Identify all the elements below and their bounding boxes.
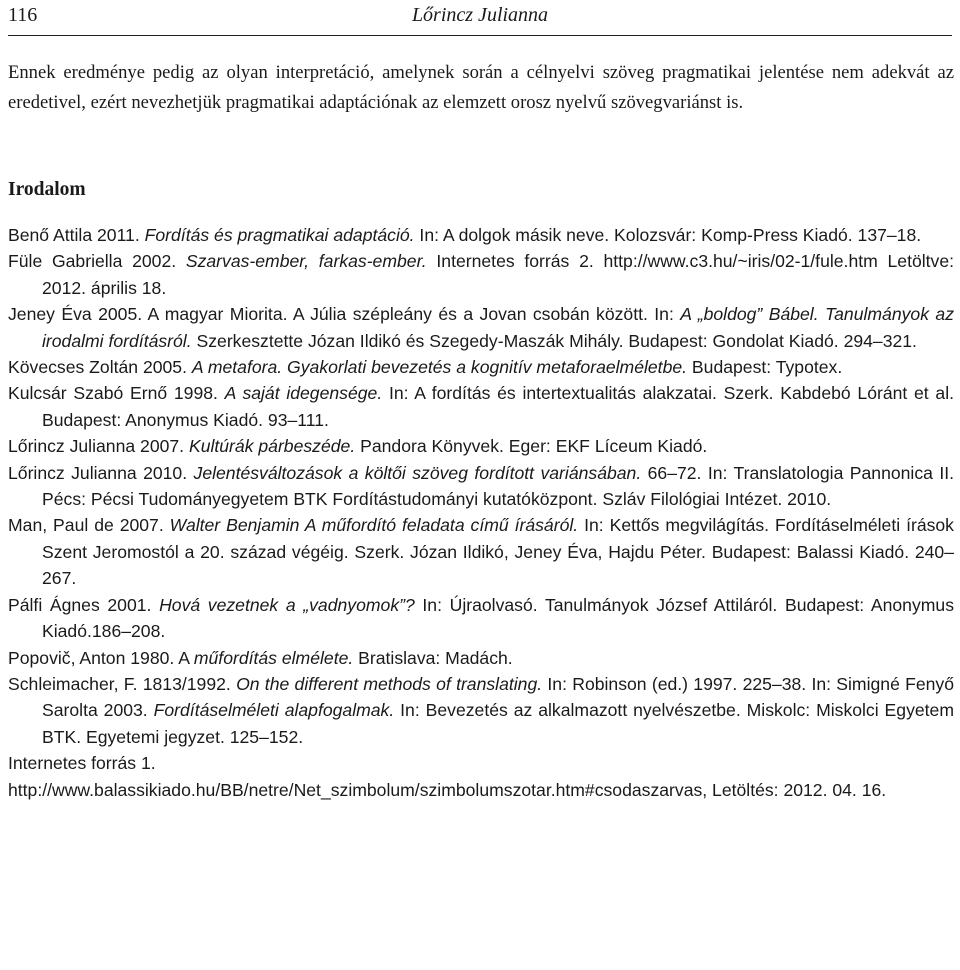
reference-text: Jeney Éva 2005. A magyar Miorita. A Júlia szépleány és a Jovan csobán között. In: [8,304,681,325]
reference-text: Man, Paul de 2007. [8,515,170,536]
reference-title: Szarvas-ember, farkas-ember. [185,251,427,272]
reference-text: Lőrincz Julianna 2007. [8,436,189,457]
reference-entry [8,354,954,380]
reference-entry [8,248,954,301]
section-title: Irodalom [8,179,86,200]
reference-entry [8,512,954,591]
reference-entry [8,460,954,513]
reference-text: In: A dolgok másik neve. Kolozsvár: Komp-Press Kiadó. 137–18. [414,225,922,245]
internet-source-url: http://www.balassikiado.hu/BB/netre/Net_szimbolum/szimbolumszotar.htm#csodaszarvas, Letöltés: 2012. 04. 16. [8,779,887,800]
reference-entry [8,380,954,433]
page-header [0,0,960,38]
page-content [8,58,954,803]
reference-title: A metafora. Gyakorlati bevezetés a kognitív metaforaelméletbe. [191,357,688,378]
reference-entry [8,433,954,459]
internet-source-label: Internetes forrás 1. [8,753,156,774]
body-paragraph: Ennek eredménye pedig az olyan interpretáció, amelynek során a célnyelvi szöveg pragmatikai jelentése nem adekvát az eredetivel, ezért nevezhetjük pragmatikai adaptációnak az elemzett orosz nyelvű szövegvariánst is. [8,62,954,113]
reference-text: In: A fordítás és intertextualitás alakzatai. Szerk. Kabdebó Lóránt et al. Budapest: Anonymus Kiadó. 93–111. [42,383,954,430]
reference-title: műfordítás elmélete. [193,647,354,668]
reference-entry [8,301,954,354]
reference-title: A saját idegensége. [224,383,383,404]
reference-text: Szerkesztette Józan Ildikó és Szegedy-Maszák Mihály. Budapest: Gondolat Kiadó. 294–321. [191,330,917,351]
reference-text: Schleimacher, F. 1813/1992. [8,673,237,694]
reference-text: Kövecses Zoltán 2005. [8,357,192,378]
reference-text: Lőrincz Julianna 2010. [8,462,194,483]
reference-title: On the different methods of translating. [236,673,543,694]
running-title: Lőrincz Julianna [411,4,549,26]
reference-text: Benő Attila 2011. [8,225,145,245]
reference-entry [8,222,954,248]
reference-title: Walter Benjamin A műfordító feladata című írásáról. [169,515,579,536]
reference-text: Internetes forrás 2. http://www.c3.hu/~iris/02-1/fule.htm Letöltve: 2012. április 18. [42,251,955,298]
reference-text: Pandora Könyvek. Eger: EKF Líceum Kiadó. [355,436,708,457]
reference-text: Popovič, Anton 1980. A [8,647,194,668]
reference-text: In: Bevezetés az alkalmazott nyelvészetbe. Miskolc: Miskolci Egyetem BTK. Egyetemi jegyzet. 125–152. [42,700,954,747]
reference-text: Pálfi Ágnes 2001. [8,594,160,615]
reference-text: In: Robinson (ed.) 1997. 225–38. In: Simigné Fenyő Sarolta 2003. [42,673,955,721]
reference-entry [8,671,954,750]
reference-text: Bratislava: Madách. [353,647,513,668]
reference-text: Kulcsár Szabó Ernő 1998. [8,383,225,404]
reference-text: In: Kettős megvilágítás. Fordításelméleti írások Szent Jeromostól a 20. század végéig. Szerk. Józan Ildikó, Jeney Éva, Hajdu Péter. Budapest: Balassi Kiadó. 240–267. [42,515,954,589]
reference-title: Fordítás és pragmatikai adaptáció. [144,225,415,245]
reference-title: A „boldog” Bábel. Tanulmányok az irodalmi fordításról. [42,304,954,351]
reference-title: Kultúrák párbeszéde. [188,436,356,457]
reference-text: Budapest: Typotex. [687,357,843,378]
reference-text: 66–72. In: Translatologia Pannonica II. Pécs: Pécsi Tudományegyetem BTK Fordítástudományi kutatóközpont. Szláv Filológiai Intézet. 2010. [42,462,954,510]
reference-list [8,222,954,750]
reference-text: In: Újraolvasó. Tanulmányok József Attiláról. Budapest: Anonymus Kiadó.186–208. [42,594,954,642]
reference-internet-source [8,750,954,803]
header-rule [8,35,952,36]
reference-title: Hová vezetnek a „vadnyomok”? [159,594,415,615]
reference-title: Fordításelméleti alapfogalmak. [153,700,395,721]
reference-entry [8,645,954,671]
reference-text: Füle Gabriella 2002. [8,251,186,272]
reference-entry [8,592,954,645]
page-number: 116 [8,4,38,26]
reference-title: Jelentésváltozások a költői szöveg fordított variánsában. [193,462,642,483]
